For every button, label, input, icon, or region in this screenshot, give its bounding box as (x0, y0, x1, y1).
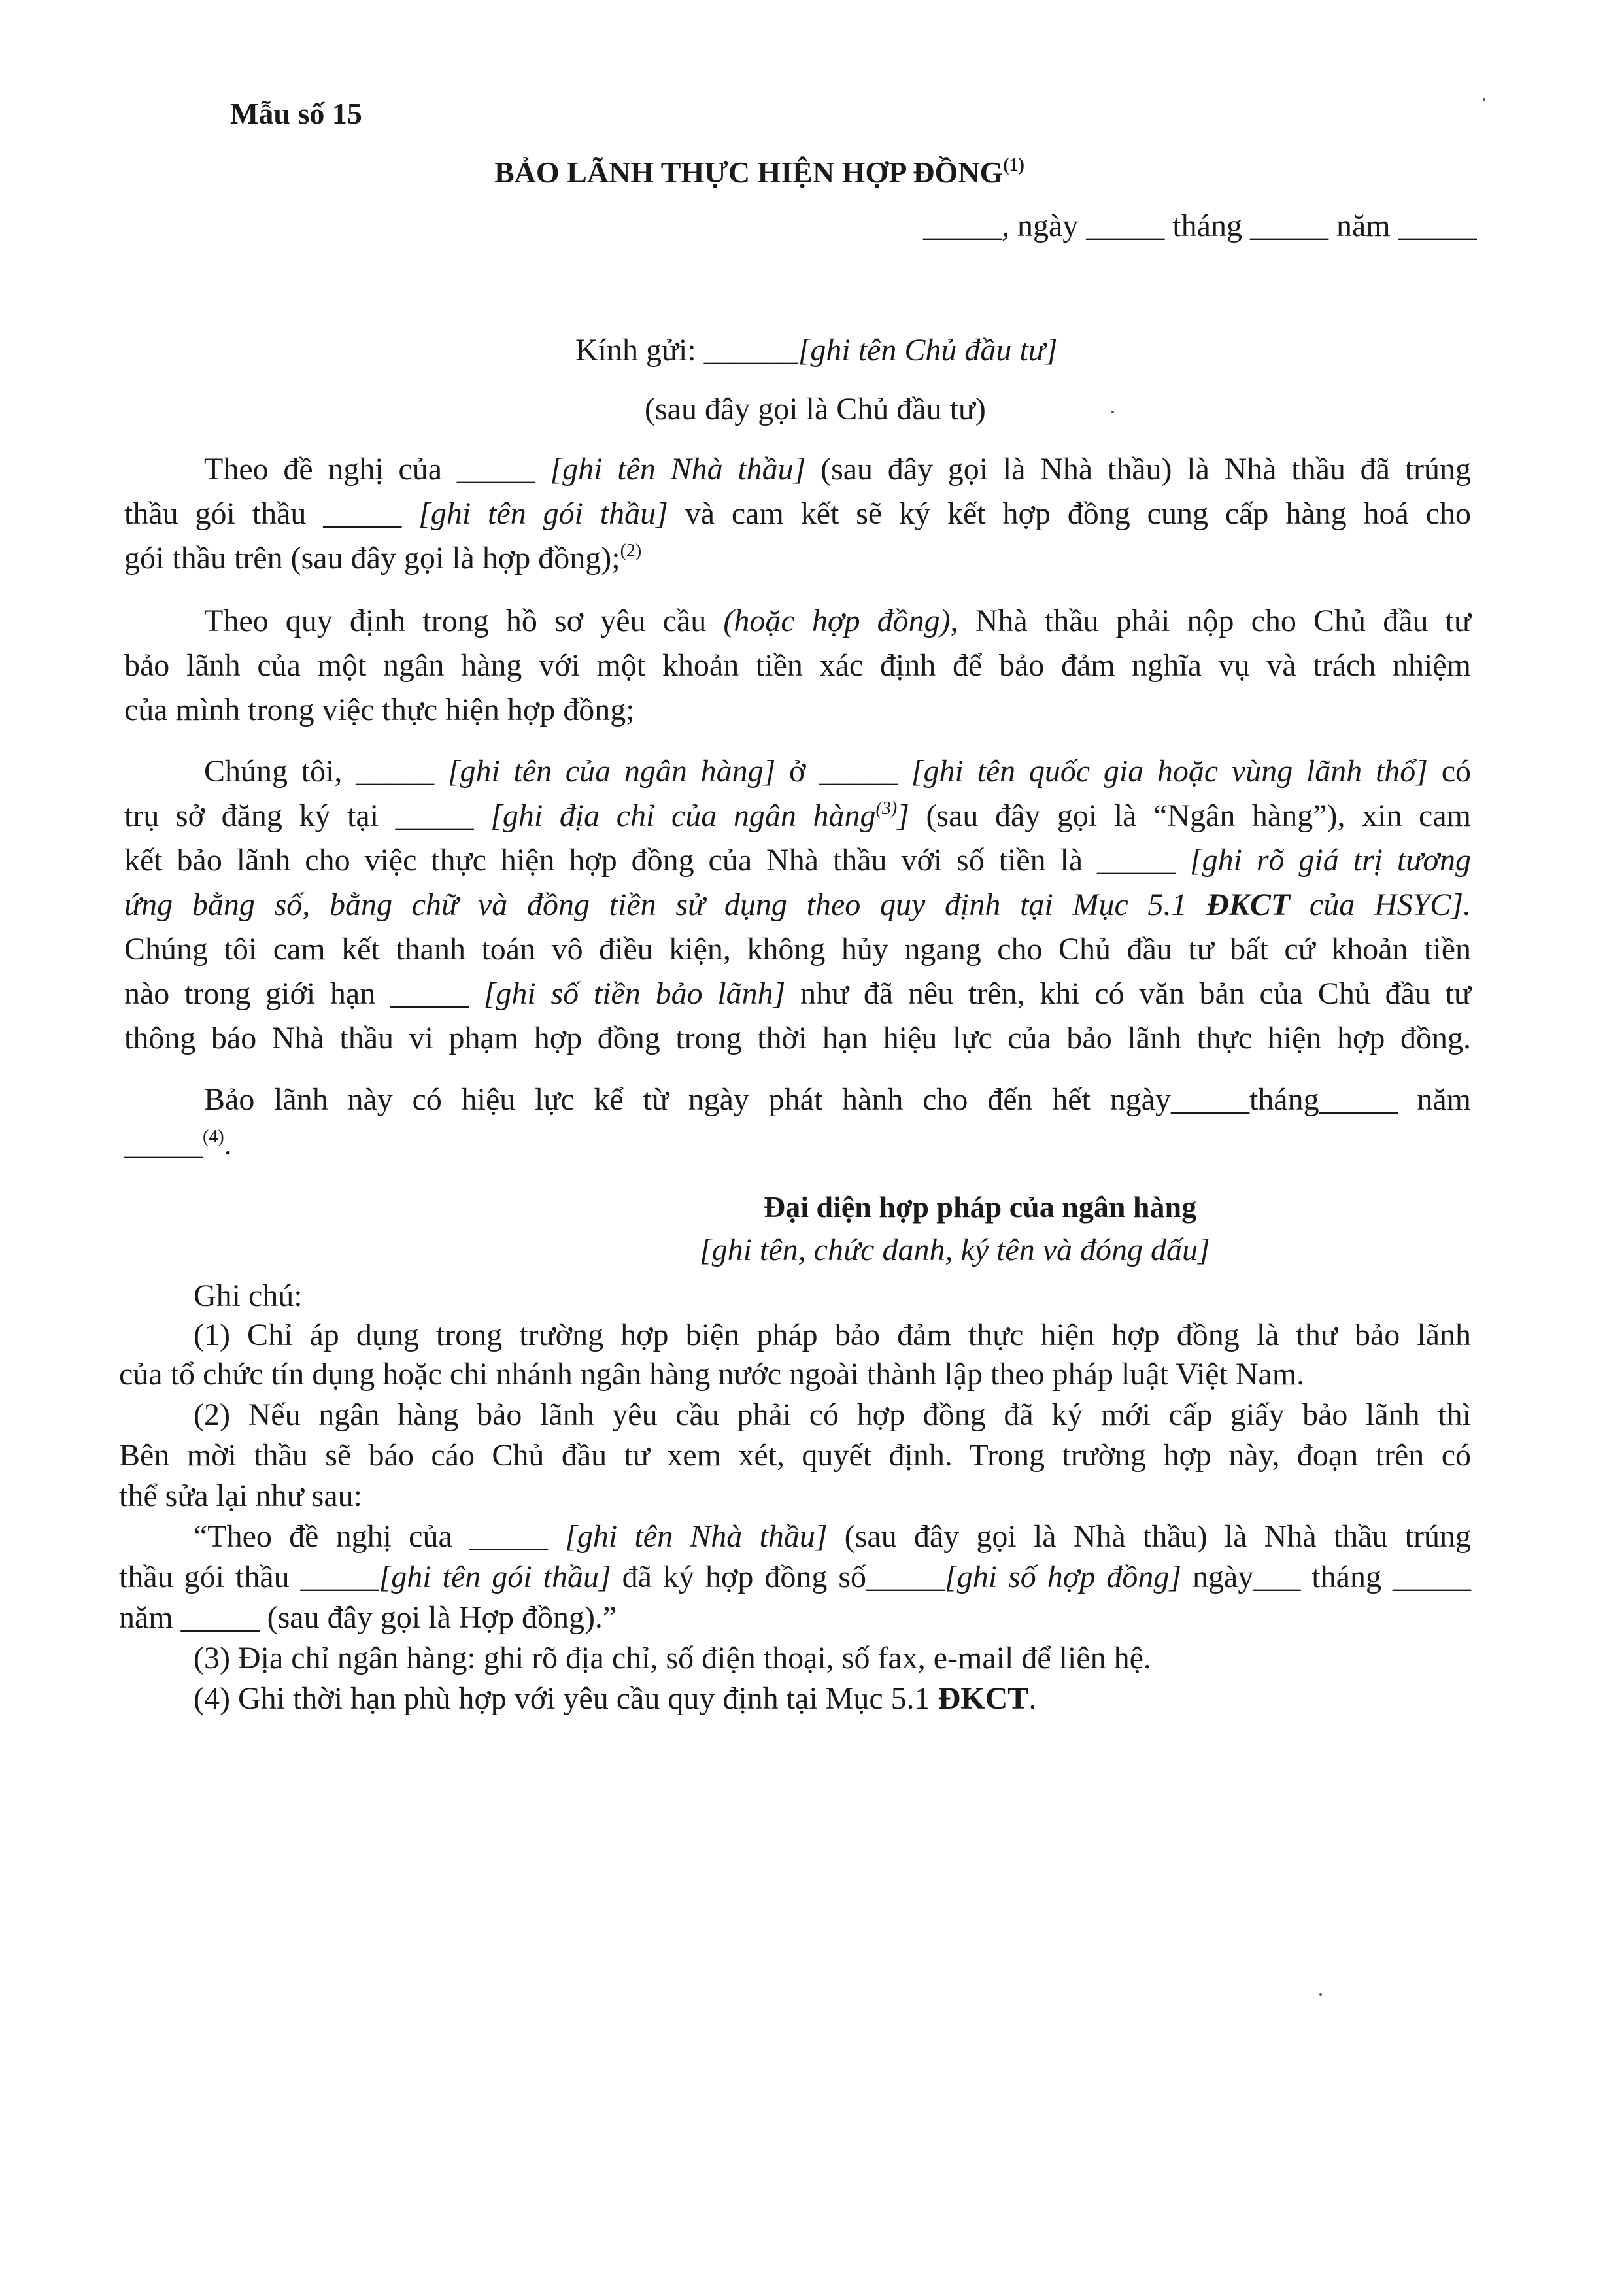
page-title: BẢO LÃNH THỰC HIỆN HỢP ĐỒNG$^{(1)}$ (494, 155, 1024, 189)
para3-line1: Chúng tôi, _____ [ghi tên của ngân hàng] ở _____ [ghi tên quốc gia hoặc vùng lãnh thổ] có (204, 754, 1471, 789)
note1-line2: của tổ chức tín dụng hoặc chi nhánh ngân hàng nước ngoài thành lập theo pháp luật Việt Nam. (119, 1357, 1305, 1392)
para4-line1: Bảo lãnh này có hiệu lực kể từ ngày phát hành cho đến hết ngày_____tháng_____ năm (204, 1082, 1471, 1117)
signature-title: Đại diện hợp pháp của ngân hàng (764, 1190, 1197, 1224)
scan-speck (1319, 1993, 1322, 1996)
notes-label: Ghi chú: (194, 1278, 303, 1313)
para1-line2: thầu gói thầu _____ [ghi tên gói thầu] và cam kết sẽ ký kết hợp đồng cung cấp hàng hoá cho (124, 496, 1471, 531)
para2-line3: của mình trong việc thực hiện hợp đồng; (124, 693, 635, 727)
para3-line5: Chúng tôi cam kết thanh toán vô điều kiện, không hủy ngang cho Chủ đầu tư bất cứ khoản tiền (124, 932, 1471, 967)
note2-line3: thể sửa lại như sau: (119, 1479, 362, 1513)
note2-line2: Bên mời thầu sẽ báo cáo Chủ đầu tư xem xét, quyết định. Trong trường hợp này, đoạn trên có (119, 1438, 1471, 1473)
addressee-note: (sau đây gọi là Chủ đầu tư) (645, 392, 986, 426)
scan-speck (1483, 98, 1485, 101)
note4: (4) Ghi thời hạn phù hợp với yêu cầu quy định tại Mục 5.1 ĐKCT. (194, 1681, 1037, 1716)
signature-hint: [ghi tên, chức danh, ký tên và đóng dấu] (700, 1233, 1210, 1267)
form-number: Mẫu số 15 (230, 97, 362, 130)
para3-line2: trụ sở đăng ký tại _____ [ghi địa chỉ của ngân hàng$^{(3)}$] (sau đây gọi là “Ngân hàng”), xin cam (124, 798, 1471, 833)
note2-line1: (2) Nếu ngân hàng bảo lãnh yêu cầu phải có hợp đồng đã ký mới cấp giấy bảo lãnh thì (194, 1397, 1471, 1432)
para2-line2: bảo lãnh của một ngân hàng với một khoản tiền xác định để bảo đảm nghĩa vụ và trách nhiệm (124, 648, 1471, 683)
para3-line6: nào trong giới hạn _____ [ghi số tiền bảo lãnh] như đã nêu trên, khi có văn bản của Chủ đầu tư (124, 976, 1472, 1011)
para3-line4: ứng bằng số, bằng chữ và đồng tiền sử dụng theo quy định tại Mục 5.1 ĐKCT của HSYC]. (124, 887, 1471, 922)
para3-line7: thông báo Nhà thầu vi phạm hợp đồng trong thời hạn hiệu lực của bảo lãnh thực hiện hợp đồng. (124, 1021, 1471, 1055)
note2-quote-line1: “Theo đề nghị của _____ [ghi tên Nhà thầu] (sau đây gọi là Nhà thầu) là Nhà thầu trúng (194, 1519, 1472, 1554)
note3: (3) Địa chỉ ngân hàng: ghi rõ địa chỉ, số điện thoại, số fax, e-mail để liên hệ. (194, 1641, 1151, 1675)
para4-line2: _____$^{(4)}$. (124, 1127, 232, 1161)
scan-speck (1111, 411, 1114, 413)
para3-line3: kết bảo lãnh cho việc thực hiện hợp đồng của Nhà thầu với số tiền là _____ [ghi rõ giá trị tương (124, 843, 1472, 878)
note1-line1: (1) Chỉ áp dụng trong trường hợp biện pháp bảo đảm thực hiện hợp đồng là thư bảo lãnh (194, 1318, 1471, 1352)
note2-quote-line3: năm _____ (sau đây gọi là Hợp đồng).” (119, 1600, 617, 1635)
para1-line3: gói thầu trên (sau đây gọi là hợp đồng);$^{(2)}$ (124, 541, 642, 575)
addressee-line: Kính gửi: ______[ghi tên Chủ đầu tư] (575, 333, 1058, 368)
date-line: _____, ngày _____ tháng _____ năm _____ (923, 209, 1477, 243)
note2-quote-line2: thầu gói thầu _____[ghi tên gói thầu] đã ký hợp đồng số_____[ghi số hợp đồng] ngày___ tháng _____ (119, 1560, 1471, 1594)
para2-line1: Theo quy định trong hồ sơ yêu cầu (hoặc hợp đồng), Nhà thầu phải nộp cho Chủ đầu tư (204, 604, 1471, 638)
para1-line1: Theo đề nghị của _____ [ghi tên Nhà thầu] (sau đây gọi là Nhà thầu) là Nhà thầu đã trúng (204, 452, 1472, 487)
